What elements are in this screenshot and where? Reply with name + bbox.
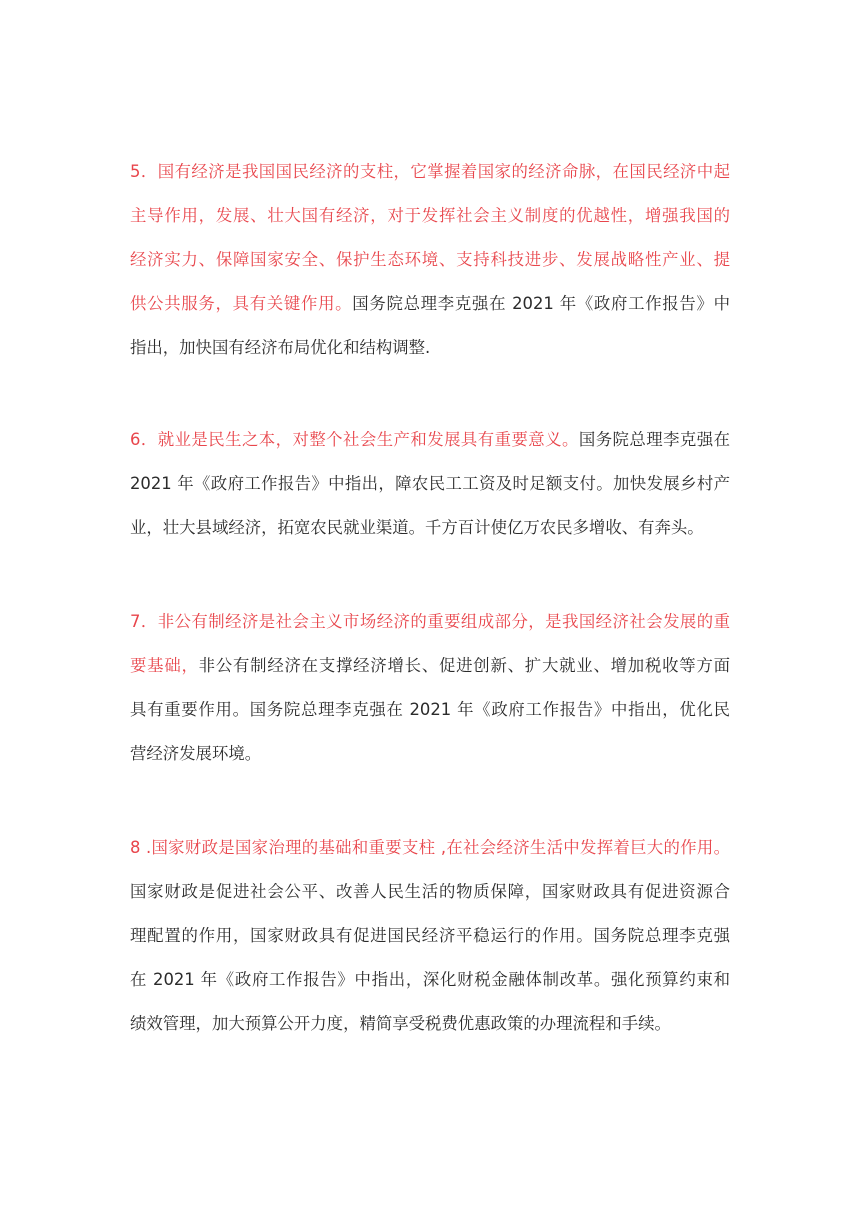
body-text: 业，壮大县域经济，拓宽农民就业渠道。千方百计使亿万农民多增收、有奔头。	[130, 518, 704, 537]
text-line	[130, 870, 730, 914]
body-text: 非公有制经济在支撑经济增长、促进创新、扩大就业、增加税收等方面	[198, 656, 730, 675]
body-text: 国务院总理李克强在	[578, 430, 730, 449]
body-text: 国家财政是促进社会公平、改善人民生活的物质保障，国家财政具有促进资源合	[130, 882, 730, 901]
highlighted-text: 要基础，	[130, 656, 199, 675]
text-line	[130, 688, 730, 732]
body-text: 理配置的作用，国家财政具有促进国民经济平稳运行的作用。国务院总理李克强	[130, 926, 730, 945]
highlighted-text: 经济实力、保障国家安全、保护生态环境、支持科技进步、发展战略性产业、提	[130, 250, 730, 269]
text-line	[130, 150, 730, 194]
body-text: 具有重要作用。国务院总理李克强在 2021 年《政府工作报告》中指出，优化民	[130, 700, 730, 719]
highlighted-text: 主导作用，发展、壮大国有经济，对于发挥社会主义制度的优越性，增强我国的	[130, 206, 730, 225]
body-text: 在 2021 年《政府工作报告》中指出，深化财税金融体制改革。强化预算约束和	[130, 970, 730, 989]
text-line	[130, 600, 730, 644]
body-text: 2021 年《政府工作报告》中指出，障农民工工资及时足额支付。加快发展乡村产	[130, 474, 730, 493]
highlighted-text: 8 .国家财政是国家治理的基础和重要支柱 ,在社会经济生活中发挥着巨大的作用。	[130, 838, 730, 857]
text-line	[130, 914, 730, 958]
text-line	[130, 282, 730, 326]
highlighted-text: 5．国有经济是我国国民经济的支柱，它掌握着国家的经济命脉，在国民经济中起	[130, 162, 730, 181]
paragraph-7	[130, 600, 730, 776]
highlighted-text: 7．非公有制经济是社会主义市场经济的重要组成部分，是我国经济社会发展的重	[130, 612, 730, 631]
paragraph-8	[130, 826, 730, 1046]
highlighted-text: 6．就业是民生之本，对整个社会生产和发展具有重要意义。	[130, 430, 579, 449]
text-line	[130, 1002, 730, 1046]
text-line	[130, 732, 730, 776]
body-text: 营经济发展环境。	[130, 744, 262, 763]
text-line	[130, 826, 730, 870]
highlighted-text: 供公共服务，具有关键作用。	[130, 294, 353, 313]
paragraph-6	[130, 418, 730, 550]
text-line	[130, 506, 730, 550]
body-text: 绩效管理，加大预算公开力度，精简享受税费优惠政策的办理流程和手续。	[130, 1014, 671, 1033]
text-line	[130, 462, 730, 506]
body-text: 指出，加快国有经济布局优化和结构调整.	[130, 338, 431, 357]
paragraph-5	[130, 150, 730, 370]
text-line	[130, 238, 730, 282]
body-text: 国务院总理李克强在 2021 年《政府工作报告》中	[352, 294, 730, 313]
text-line	[130, 418, 730, 462]
text-line	[130, 958, 730, 1002]
text-line	[130, 326, 730, 370]
text-line	[130, 644, 730, 688]
text-line	[130, 194, 730, 238]
